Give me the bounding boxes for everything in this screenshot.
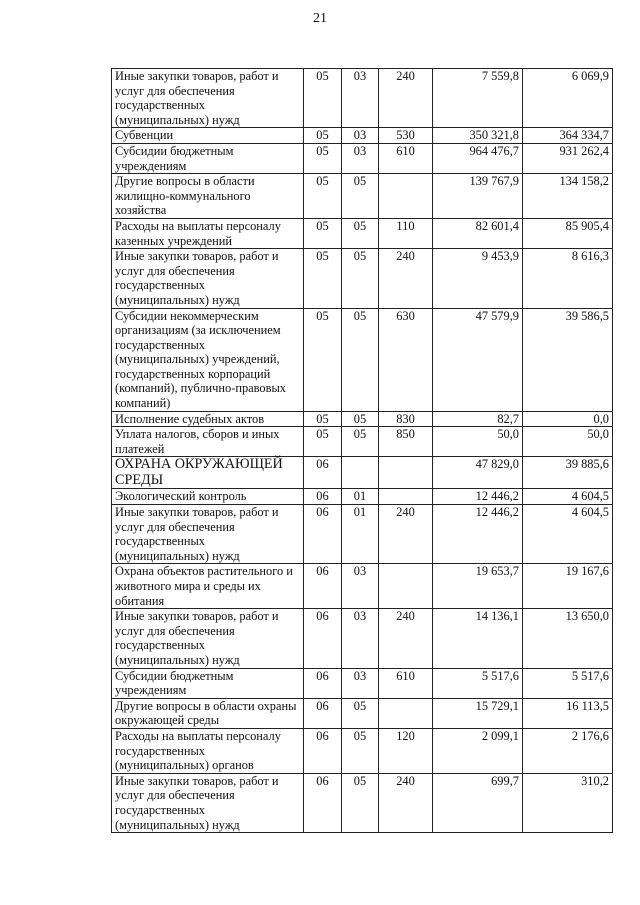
row-name-cell: Расходы на выплаты персоналу казенных учреждений	[112, 218, 304, 248]
row-amount-1-cell: 2 099,1	[433, 728, 523, 773]
row-expense-type-cell: 240	[379, 249, 433, 308]
row-name-cell: Иные закупки товаров, работ и услуг для обеспечения государственных (муниципальных) нужд	[112, 609, 304, 668]
row-subsection-cell: 05	[342, 249, 379, 308]
row-amount-1-cell: 19 653,7	[433, 564, 523, 609]
row-section-cell: 06	[304, 564, 342, 609]
row-name-cell: Экологический контроль	[112, 489, 304, 505]
row-name-cell: Субвенции	[112, 128, 304, 144]
row-name-cell: ОХРАНА ОКРУЖАЮЩЕЙ СРЕДЫ	[112, 457, 304, 489]
row-section-cell: 06	[304, 668, 342, 698]
table-row	[112, 218, 613, 248]
table-row	[112, 505, 613, 564]
row-expense-type-cell: 530	[379, 128, 433, 144]
row-amount-1-cell: 47 579,9	[433, 308, 523, 411]
row-amount-2-cell: 364 334,7	[523, 128, 613, 144]
row-amount-2-cell: 8 616,3	[523, 249, 613, 308]
row-expense-type-cell	[379, 489, 433, 505]
row-amount-2-cell: 310,2	[523, 773, 613, 832]
row-subsection-cell: 03	[342, 564, 379, 609]
row-amount-2-cell: 13 650,0	[523, 609, 613, 668]
row-amount-1-cell: 50,0	[433, 427, 523, 457]
row-section-cell: 06	[304, 728, 342, 773]
row-expense-type-cell: 630	[379, 308, 433, 411]
row-name-cell: Иные закупки товаров, работ и услуг для обеспечения государственных (муниципальных) нужд	[112, 69, 304, 128]
page-number: 21	[313, 11, 327, 26]
row-subsection-cell: 03	[342, 668, 379, 698]
row-subsection-cell: 03	[342, 69, 379, 128]
row-expense-type-cell: 850	[379, 427, 433, 457]
row-subsection-cell: 05	[342, 308, 379, 411]
row-amount-1-cell: 139 767,9	[433, 174, 523, 219]
row-amount-2-cell: 134 158,2	[523, 174, 613, 219]
row-amount-1-cell: 699,7	[433, 773, 523, 832]
row-amount-1-cell: 15 729,1	[433, 698, 523, 728]
row-expense-type-cell: 120	[379, 728, 433, 773]
table-row	[112, 457, 613, 489]
row-amount-1-cell: 12 446,2	[433, 489, 523, 505]
row-section-cell: 06	[304, 505, 342, 564]
row-amount-2-cell: 0,0	[523, 411, 613, 427]
row-amount-2-cell: 50,0	[523, 427, 613, 457]
row-section-cell: 05	[304, 128, 342, 144]
row-amount-1-cell: 82,7	[433, 411, 523, 427]
row-expense-type-cell: 240	[379, 773, 433, 832]
table-row	[112, 69, 613, 128]
row-expense-type-cell	[379, 698, 433, 728]
row-name-cell: Расходы на выплаты персоналу государственных (муниципальных) органов	[112, 728, 304, 773]
row-section-cell: 06	[304, 489, 342, 505]
table-row	[112, 411, 613, 427]
row-section-cell: 05	[304, 69, 342, 128]
row-expense-type-cell	[379, 457, 433, 489]
row-amount-1-cell: 964 476,7	[433, 143, 523, 173]
row-amount-2-cell: 2 176,6	[523, 728, 613, 773]
row-amount-2-cell: 5 517,6	[523, 668, 613, 698]
table-row	[112, 143, 613, 173]
row-amount-2-cell: 4 604,5	[523, 505, 613, 564]
table-row	[112, 773, 613, 832]
row-expense-type-cell: 240	[379, 69, 433, 128]
row-name-cell: Иные закупки товаров, работ и услуг для обеспечения государственных (муниципальных) нужд	[112, 249, 304, 308]
row-section-cell: 05	[304, 427, 342, 457]
row-section-cell: 06	[304, 457, 342, 489]
row-name-cell: Другие вопросы в области охраны окружающей среды	[112, 698, 304, 728]
table-row	[112, 489, 613, 505]
row-subsection-cell: 01	[342, 505, 379, 564]
row-amount-1-cell: 350 321,8	[433, 128, 523, 144]
table-row	[112, 564, 613, 609]
row-amount-2-cell: 931 262,4	[523, 143, 613, 173]
row-subsection-cell: 03	[342, 609, 379, 668]
row-expense-type-cell	[379, 564, 433, 609]
row-amount-1-cell: 12 446,2	[433, 505, 523, 564]
row-amount-1-cell: 82 601,4	[433, 218, 523, 248]
row-name-cell: Исполнение судебных актов	[112, 411, 304, 427]
row-name-cell: Иные закупки товаров, работ и услуг для обеспечения государственных (муниципальных) нужд	[112, 505, 304, 564]
table-row	[112, 728, 613, 773]
row-name-cell: Субсидии бюджетным учреждениям	[112, 668, 304, 698]
row-name-cell: Другие вопросы в области жилищно-коммунального хозяйства	[112, 174, 304, 219]
row-expense-type-cell	[379, 174, 433, 219]
budget-table	[111, 68, 613, 833]
row-amount-1-cell: 47 829,0	[433, 457, 523, 489]
row-subsection-cell: 05	[342, 411, 379, 427]
row-name-cell: Субсидии некоммерческим организациям (за исключением государственных (муниципальных) учреждений, государственных корпораций (компаний), публично-правовых компаний)	[112, 308, 304, 411]
table-row	[112, 427, 613, 457]
row-subsection-cell: 05	[342, 698, 379, 728]
row-section-cell: 05	[304, 249, 342, 308]
row-section-cell: 05	[304, 411, 342, 427]
row-name-cell: Уплата налогов, сборов и иных платежей	[112, 427, 304, 457]
row-amount-2-cell: 4 604,5	[523, 489, 613, 505]
table-row	[112, 609, 613, 668]
row-subsection-cell: 01	[342, 489, 379, 505]
row-subsection-cell: 05	[342, 728, 379, 773]
row-expense-type-cell: 240	[379, 609, 433, 668]
row-name-cell: Субсидии бюджетным учреждениям	[112, 143, 304, 173]
row-subsection-cell: 05	[342, 427, 379, 457]
row-subsection-cell: 03	[342, 143, 379, 173]
row-amount-1-cell: 5 517,6	[433, 668, 523, 698]
row-section-cell: 05	[304, 218, 342, 248]
row-section-cell: 06	[304, 773, 342, 832]
row-amount-1-cell: 7 559,8	[433, 69, 523, 128]
row-amount-1-cell: 14 136,1	[433, 609, 523, 668]
row-expense-type-cell: 610	[379, 668, 433, 698]
row-name-cell: Охрана объектов растительного и животного мира и среды их обитания	[112, 564, 304, 609]
row-subsection-cell	[342, 457, 379, 489]
row-subsection-cell: 03	[342, 128, 379, 144]
row-section-cell: 05	[304, 143, 342, 173]
budget-table-body	[112, 69, 613, 833]
table-row	[112, 698, 613, 728]
row-subsection-cell: 05	[342, 773, 379, 832]
table-row	[112, 174, 613, 219]
row-amount-2-cell: 39 586,5	[523, 308, 613, 411]
row-expense-type-cell: 830	[379, 411, 433, 427]
table-row	[112, 128, 613, 144]
row-section-cell: 06	[304, 698, 342, 728]
row-expense-type-cell: 240	[379, 505, 433, 564]
row-expense-type-cell: 110	[379, 218, 433, 248]
row-subsection-cell: 05	[342, 174, 379, 219]
row-amount-1-cell: 9 453,9	[433, 249, 523, 308]
row-amount-2-cell: 16 113,5	[523, 698, 613, 728]
row-amount-2-cell: 39 885,6	[523, 457, 613, 489]
row-section-cell: 05	[304, 308, 342, 411]
row-name-cell: Иные закупки товаров, работ и услуг для обеспечения государственных (муниципальных) нужд	[112, 773, 304, 832]
row-amount-2-cell: 19 167,6	[523, 564, 613, 609]
row-amount-2-cell: 6 069,9	[523, 69, 613, 128]
table-row	[112, 668, 613, 698]
row-section-cell: 05	[304, 174, 342, 219]
row-expense-type-cell: 610	[379, 143, 433, 173]
row-subsection-cell: 05	[342, 218, 379, 248]
table-row	[112, 308, 613, 411]
row-section-cell: 06	[304, 609, 342, 668]
table-row	[112, 249, 613, 308]
row-amount-2-cell: 85 905,4	[523, 218, 613, 248]
